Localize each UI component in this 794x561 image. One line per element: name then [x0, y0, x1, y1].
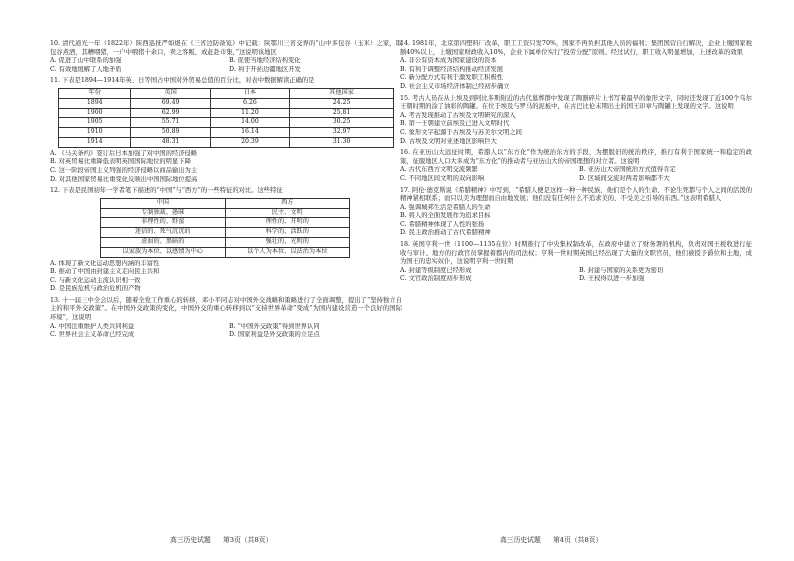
option-d: D. 古埃及文明对亚述地区影响巨大 [400, 137, 497, 145]
question-14 [400, 40, 752, 92]
page-footer-right [500, 536, 602, 545]
table-row [59, 137, 394, 147]
question-stem: 14. 1981年，北京第四塑料厂改革，职工工资只发70%，国家不再负担其他人员的福利；集团国营自行解决，企业上缴国家税额40%以上，上缴国家财政收入10%，企业下属单位实行“投劳分配”原则。经过试行，职工收入明显增加，上述改革的效果 [400, 40, 752, 56]
table-header-row [59, 88, 394, 98]
option-d: D. 利于开拓边疆地区开发 [229, 65, 301, 73]
footer-page-number: 第4页（共8页） [552, 536, 603, 544]
question-15 [400, 95, 752, 147]
question-stem: 12. 下表是民国初年一学者笔下描述的“中国”与“西方”的一些特征的对比。这些特征 [50, 187, 283, 195]
option-d: D. 国家利益是外交政策的立足点 [229, 331, 320, 339]
option-b: B. 亚历山大帝国统治方式值得肯定 [579, 166, 676, 174]
table-cell: 69.49 [131, 98, 210, 108]
option-a: A. 促进了山中联系的加强 [50, 57, 122, 65]
table-cell: 25.81 [290, 108, 394, 118]
options [50, 150, 402, 184]
question-18 [400, 241, 752, 284]
option-c: C. 不同地区间文明的双向影响 [400, 174, 485, 182]
options [400, 267, 752, 284]
table-cell: 以家族为本位、以感情为中心 [101, 247, 226, 257]
question-stem: 15. 考古人员在从上埃及到阿比多斯附近的古代墓葬群中发现了陶器碎片上书写着最早的象形文字，同时还发现了近100个乌尔王朝时期的涂了油彩的陶罐。在位于埃及与罗马的泥板中，在古巴比伦末期出土的国王印章与陶罐上发现的文字。这说明 [400, 94, 752, 111]
column-header: 英国 [131, 88, 210, 98]
table-cell: 1900 [59, 108, 131, 118]
table-cell: 迷信的、死气沉沉的 [101, 228, 226, 238]
options [50, 260, 402, 294]
question-10 [50, 40, 402, 74]
option-c: C. 新分配方式有利于激发职工积极性 [400, 74, 504, 82]
option-d: D. 社会主义市场经济体制已经初步确立 [400, 82, 510, 90]
table-row [101, 208, 350, 218]
option-b: B. 第一王朝建立前埃及已进入文明时代 [400, 120, 510, 128]
footer-subject: 高三历史试题 [170, 536, 211, 544]
option-b: B. 促使当地经济结构变化 [229, 57, 301, 65]
question-17 [400, 187, 752, 239]
option-d: D. 民主政治推动了古代希腊精神 [400, 229, 491, 237]
options [400, 57, 752, 91]
option-b: B. 将人的全面发展作为追求目标 [400, 212, 491, 220]
question-stem: 13. 十一届三中全会以后，随着全党工作重心的转移，邓小平同志对中国外交战略和策略进行了全面调整，提出了“坚持独立自主的和平外交政策”。在中国外交政策的变化，中国外交的重心转移到以“支持世界革命”变成“为国内建设营造一个良好的国际环境”，这说明 [50, 296, 402, 322]
option-c: C. 象形文字起源于古埃及与苏美尔文明之间 [400, 128, 522, 136]
option-c: C. 有效地缓解了人地矛盾 [50, 65, 122, 73]
table-cell: 非理性的、野蛮 [101, 218, 226, 228]
column-header: 西方 [225, 198, 350, 208]
column-header: 中国 [101, 198, 226, 208]
options [50, 57, 402, 74]
option-a: A. 《马关条约》签订后日本加强了对中国的经济侵略 [50, 149, 198, 157]
option-c: C. 与新文化运动主流认识相一致 [50, 276, 141, 284]
table-cell: 理性的、开明的 [225, 218, 350, 228]
table-cell: 55.71 [131, 118, 210, 128]
question-stem: 16. 在亚历山大远征时期，希腊人以“东方化”作为统治东方的手段，为摆脱旧的统治秩序，推行有利于国家统一和稳定的政策，征服地区人口大多成为“东方化”的推动者与亚历山大的帝国理想的对立者。这说明 [400, 149, 752, 165]
option-b: B. 对英贸易比重降低表明英国国际地位的明显下降 [50, 158, 191, 166]
table-row [59, 128, 394, 138]
left-page [50, 40, 402, 532]
column-header: 日本 [210, 88, 289, 98]
option-d: D. 区域间交流对两者影响都不大 [579, 174, 670, 182]
table-row [59, 118, 394, 128]
table-cell: 1894 [59, 98, 131, 108]
table-cell: 14.00 [210, 118, 289, 128]
table-row [101, 247, 350, 257]
table-row [101, 218, 350, 228]
table-cell: 62.99 [131, 108, 210, 118]
option-b: B. 推动了中国由封建主义走向民主共和 [50, 268, 160, 276]
table-cell: 1910 [59, 128, 131, 138]
question-16 [400, 149, 752, 183]
question-12 [50, 187, 402, 294]
option-a: A. 封建等级制度已经形成 [400, 266, 472, 274]
options [400, 204, 752, 238]
table-cell: 11.20 [210, 108, 289, 118]
page-footer-left [170, 536, 272, 545]
question-stem: 11. 下表是1894—1914年英、日等国占中国对外贸易总值的百分比，对表中数据解读正确的是 [50, 77, 315, 85]
options [400, 166, 752, 183]
option-d: D. 王权得以进一步加强 [579, 275, 645, 283]
question-stem: 18. 英国亨利一世（1100—1135在位）时期推行了中央集权制改革，在政府中建立了财务署的机构，负责对国王税收进行征收与审计。地方的行政官员掌握着郡内的司法权；亨利一世时期英国已经出现了大量的文职官员，他们被授予爵位和土地，成为国王的忠实奴仆，这说明亨利一世时期 [400, 241, 752, 266]
table-cell: 20.39 [210, 137, 289, 147]
table-cell: 以个人为本位、以法治为本位 [225, 247, 350, 257]
footer-page-number: 第3页（共8页） [222, 536, 273, 544]
table-cell: 30.25 [290, 118, 394, 128]
footer-subject: 高三历史试题 [500, 536, 541, 544]
table-cell: 专制独裁、愚昧 [101, 208, 226, 218]
trade-share-table [58, 88, 394, 148]
option-c: C. 希腊精神体现了人性的张扬 [400, 220, 485, 228]
table-cell: 31.30 [290, 137, 394, 147]
table-cell: 24.25 [290, 98, 394, 108]
option-b: B. 有利于调整经济结构推动经济发展 [400, 65, 504, 73]
options [50, 323, 402, 340]
table-row [101, 237, 350, 247]
option-a: A. 体现了新文化运动思想内涵的丰富性 [50, 259, 160, 267]
option-a: A. 强调城邦生活是希腊人的生命 [400, 203, 491, 211]
option-a: A. 非公有资本成为国家建设的资本 [400, 57, 497, 65]
option-a: A. 古代东西方文明交流频繁 [400, 166, 478, 174]
option-d: D. 是民族危机与政治危机的产物 [50, 285, 141, 293]
question-13 [50, 297, 402, 340]
table-cell: 32.97 [290, 128, 394, 138]
option-c: C. 文官政治制度初步形成 [400, 275, 472, 283]
table-row [59, 98, 394, 108]
column-header: 年份 [59, 88, 131, 98]
table-row [101, 228, 350, 238]
question-stem: 17. 阿伦·德克斯说《希腊精神》中写到，“希腊人便是这样一种一种民族，他们是个人的生命、不论生死都与个人之间的活泼的精神紧相联系；而只以美为理想而自由地发展；他们没有任何什么不追求美的、不受美之引导的东西。”这表明希腊人 [400, 186, 752, 203]
right-page [400, 40, 752, 532]
table-cell: 1905 [59, 118, 131, 128]
options [400, 112, 752, 146]
option-d: D. 对其他国家贸易比重变化反映出中国国际地位提高 [50, 175, 198, 183]
table-cell: 虚弱的、黑暗的 [101, 237, 226, 247]
table-cell: 强壮的、光明的 [225, 237, 350, 247]
table-cell: 1914 [59, 137, 131, 147]
table-cell: 48.31 [131, 137, 210, 147]
option-b: B. “中国外交政策”得到世界认同 [229, 322, 320, 330]
option-c: C. 这一阶段帝国主义列强的经济侵略以商品输出为主 [50, 166, 198, 174]
table-cell: 6.26 [210, 98, 289, 108]
question-11 [50, 77, 402, 184]
option-c: C. 世界社会主义革命已经完成 [50, 331, 135, 339]
option-b: B. 封建与国家的关系更为密切 [579, 266, 664, 274]
table-row [59, 108, 394, 118]
table-cell: 民主、文明 [225, 208, 350, 218]
option-a: A. 中国注重维护人类共同利益 [50, 322, 135, 330]
question-stem: 10. 清代道光一年（1822年）陕西巡抚严如煜在《三省边防备览》中记载：陕鄂川三省交界的“山中多包谷（玉米）之家，取包谷煮酒，其糟喂猪，一户中喂猪十余口，卖之客贩，或赶赴市集，”这说明该地区 [50, 40, 402, 56]
china-west-table [100, 198, 350, 258]
column-header: 其他国家 [290, 88, 394, 98]
table-cell: 50.89 [131, 128, 210, 138]
table-header-row [101, 198, 350, 208]
table-cell: 16.14 [210, 128, 289, 138]
table-cell: 科学的、活跃的 [225, 228, 350, 238]
option-a: A. 考古发现推动了古埃及文明研究的深入 [400, 111, 516, 119]
